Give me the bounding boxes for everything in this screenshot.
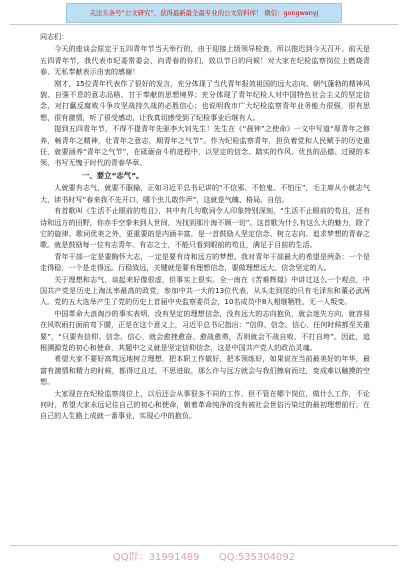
paragraph: 大家现在在纪检监察岗位上，以后还会从事很多不同的工作，但不管在哪个岗位，做什么工作，不论何时，希望大家永远记住自己的初心和使命，朝着革命纯净的没有被社会世俗污染过的最初理想前行，在自己的人生路上成就一番事业，实现心中的抱负。 <box>40 388 370 421</box>
paragraph: 关于理想和志气，谈起来好像很虚，但事实上很实。全一南在《苦难辉煌》中讲过这么一个观点，中国共产党是历史上淘汰率最高的政党，参加中共一大的13位代表，从头走到尾的只有毛泽东和董必武两人。党的五大选举产生了党的历史上首届中央监察委员会，10名成员中8人相继牺牲，无一人叛变。 <box>40 274 370 307</box>
paragraph: 今天的座谈会原定于五四青年节当天举行的，由于迎接上级领导检查，所以推迟到今天召开。前天是五四青年节，我代表市纪委常委会，向青春的你们，致以节日的问候！对大家在纪检监察岗位上燃烧青春、无私奉献表示由衷的感谢！ <box>40 44 370 77</box>
paragraph: 有首歌叫《生活不止眼前的苟且》，其中有几句歌词令人印象特别深刻，“生活不止眼前的苟且，还有诗和远方的田野，你赤手空拳来到人世间，为找到那片海不顾一切”。这首歌为什么有这么大的魅力，除了它的旋律、歌词优美之外，更重要的是内涵丰富，是一首鼓励人坚定信念、树立志向、追求梦想的青春之歌。就是鼓励每一位有志青年、有志之士，不能只看到眼前的苟且，满足于目前的生活。 <box>40 206 370 250</box>
footer-qq: QQ:535304092 <box>218 552 296 563</box>
footer-qq-group: QQ群：31991489 <box>112 552 200 563</box>
paragraph: 人就要有志气，就要不服输，正如习近平总书记讲的“不信邪、不怕鬼、不怕压”，毛主席从小就志气大，读书时写“春来我不先开口，哪个虫儿敢作声”，这就是气魄、格局、自信。 <box>40 183 370 204</box>
paragraph: 青年干部一定是要胸怀大志，一定是要有诗和远方的梦想。我对青年干部最大的希望是两条：一个是走得稳，一个是走得远。行稳致远，关键就是要有理想信念，要做理想远大、信念坚定的人。 <box>40 251 370 273</box>
promo-banner-text: 关注头条号“公文研究”，获得最新最全最专业的公文资料库！ 微信：gongwenyj <box>89 9 319 17</box>
footer <box>0 550 408 566</box>
document-body <box>40 31 370 422</box>
section-heading: 一、要立“志气”。 <box>82 170 144 180</box>
promo-banner <box>66 3 342 23</box>
paragraph: 中国革命大浪淘沙的事实表明，没有坚定的理想信念，没有远大的志向抱负，就会迷失方向，就容易在风吹雨打面前弯下腰，正是在这个意义上，习近平总书记指出：“信仰、信念、信心，任何时候都至关重要”，“只要有信仰、信念、信心，就会愈挫愈奋、愈战愈勇，否则就会不战自败、不打自垮”。因此，追根溯源党的初心和使命，其题中之义就是坚定信仰信念，这是中国共产党人的政治灵魂。 <box>40 308 370 352</box>
header-divider <box>10 24 398 25</box>
paragraph: 希望大家不要好高骛远地树立理想，把本职工作做好，把本领练好，如果说在当前最美好的年华，最富有激情和精力的时候，都得过且过，不思进取，那么许与远方就会与我们擦肩而过，变成难以触摸的空想。 <box>40 354 370 387</box>
paragraph: 提到五四青年节，不得不提青年先驱李大钊先生！先生在《“晨钟”之使命》一文中写道“厚青年之修养，畅青年之精神，壮青年之意志，期青年之气节”。作为纪检监察青年，担负着党和人民赋予的历史重任，就要涵养“青年之气节”，在砥砺奋斗的进程中，以坚定的信念、踏实的作风、优良的品德、过硬的本领，书写无愧于时代的青春华章。 <box>40 124 370 168</box>
greeting: 同志们： <box>40 32 69 41</box>
paragraph: 刚才，15位青年代表作了很好的发言，充分体现了当代青年报效祖国的远大志向、朝气蓬勃的精神风貌、自强不息的意志品格、甘于奉献的思想境界；充分体现了青年纪检人对中国特色社会主义的坚定信念，对打赢反腐败斗争攻坚战持久战的必胜信心；也说明我市广大纪检监察青年业务能力很强，很有思想，很有激情，听了很受感动，让我真切感受到了纪检事业后继有人。 <box>40 78 370 122</box>
footer-divider <box>10 545 398 546</box>
